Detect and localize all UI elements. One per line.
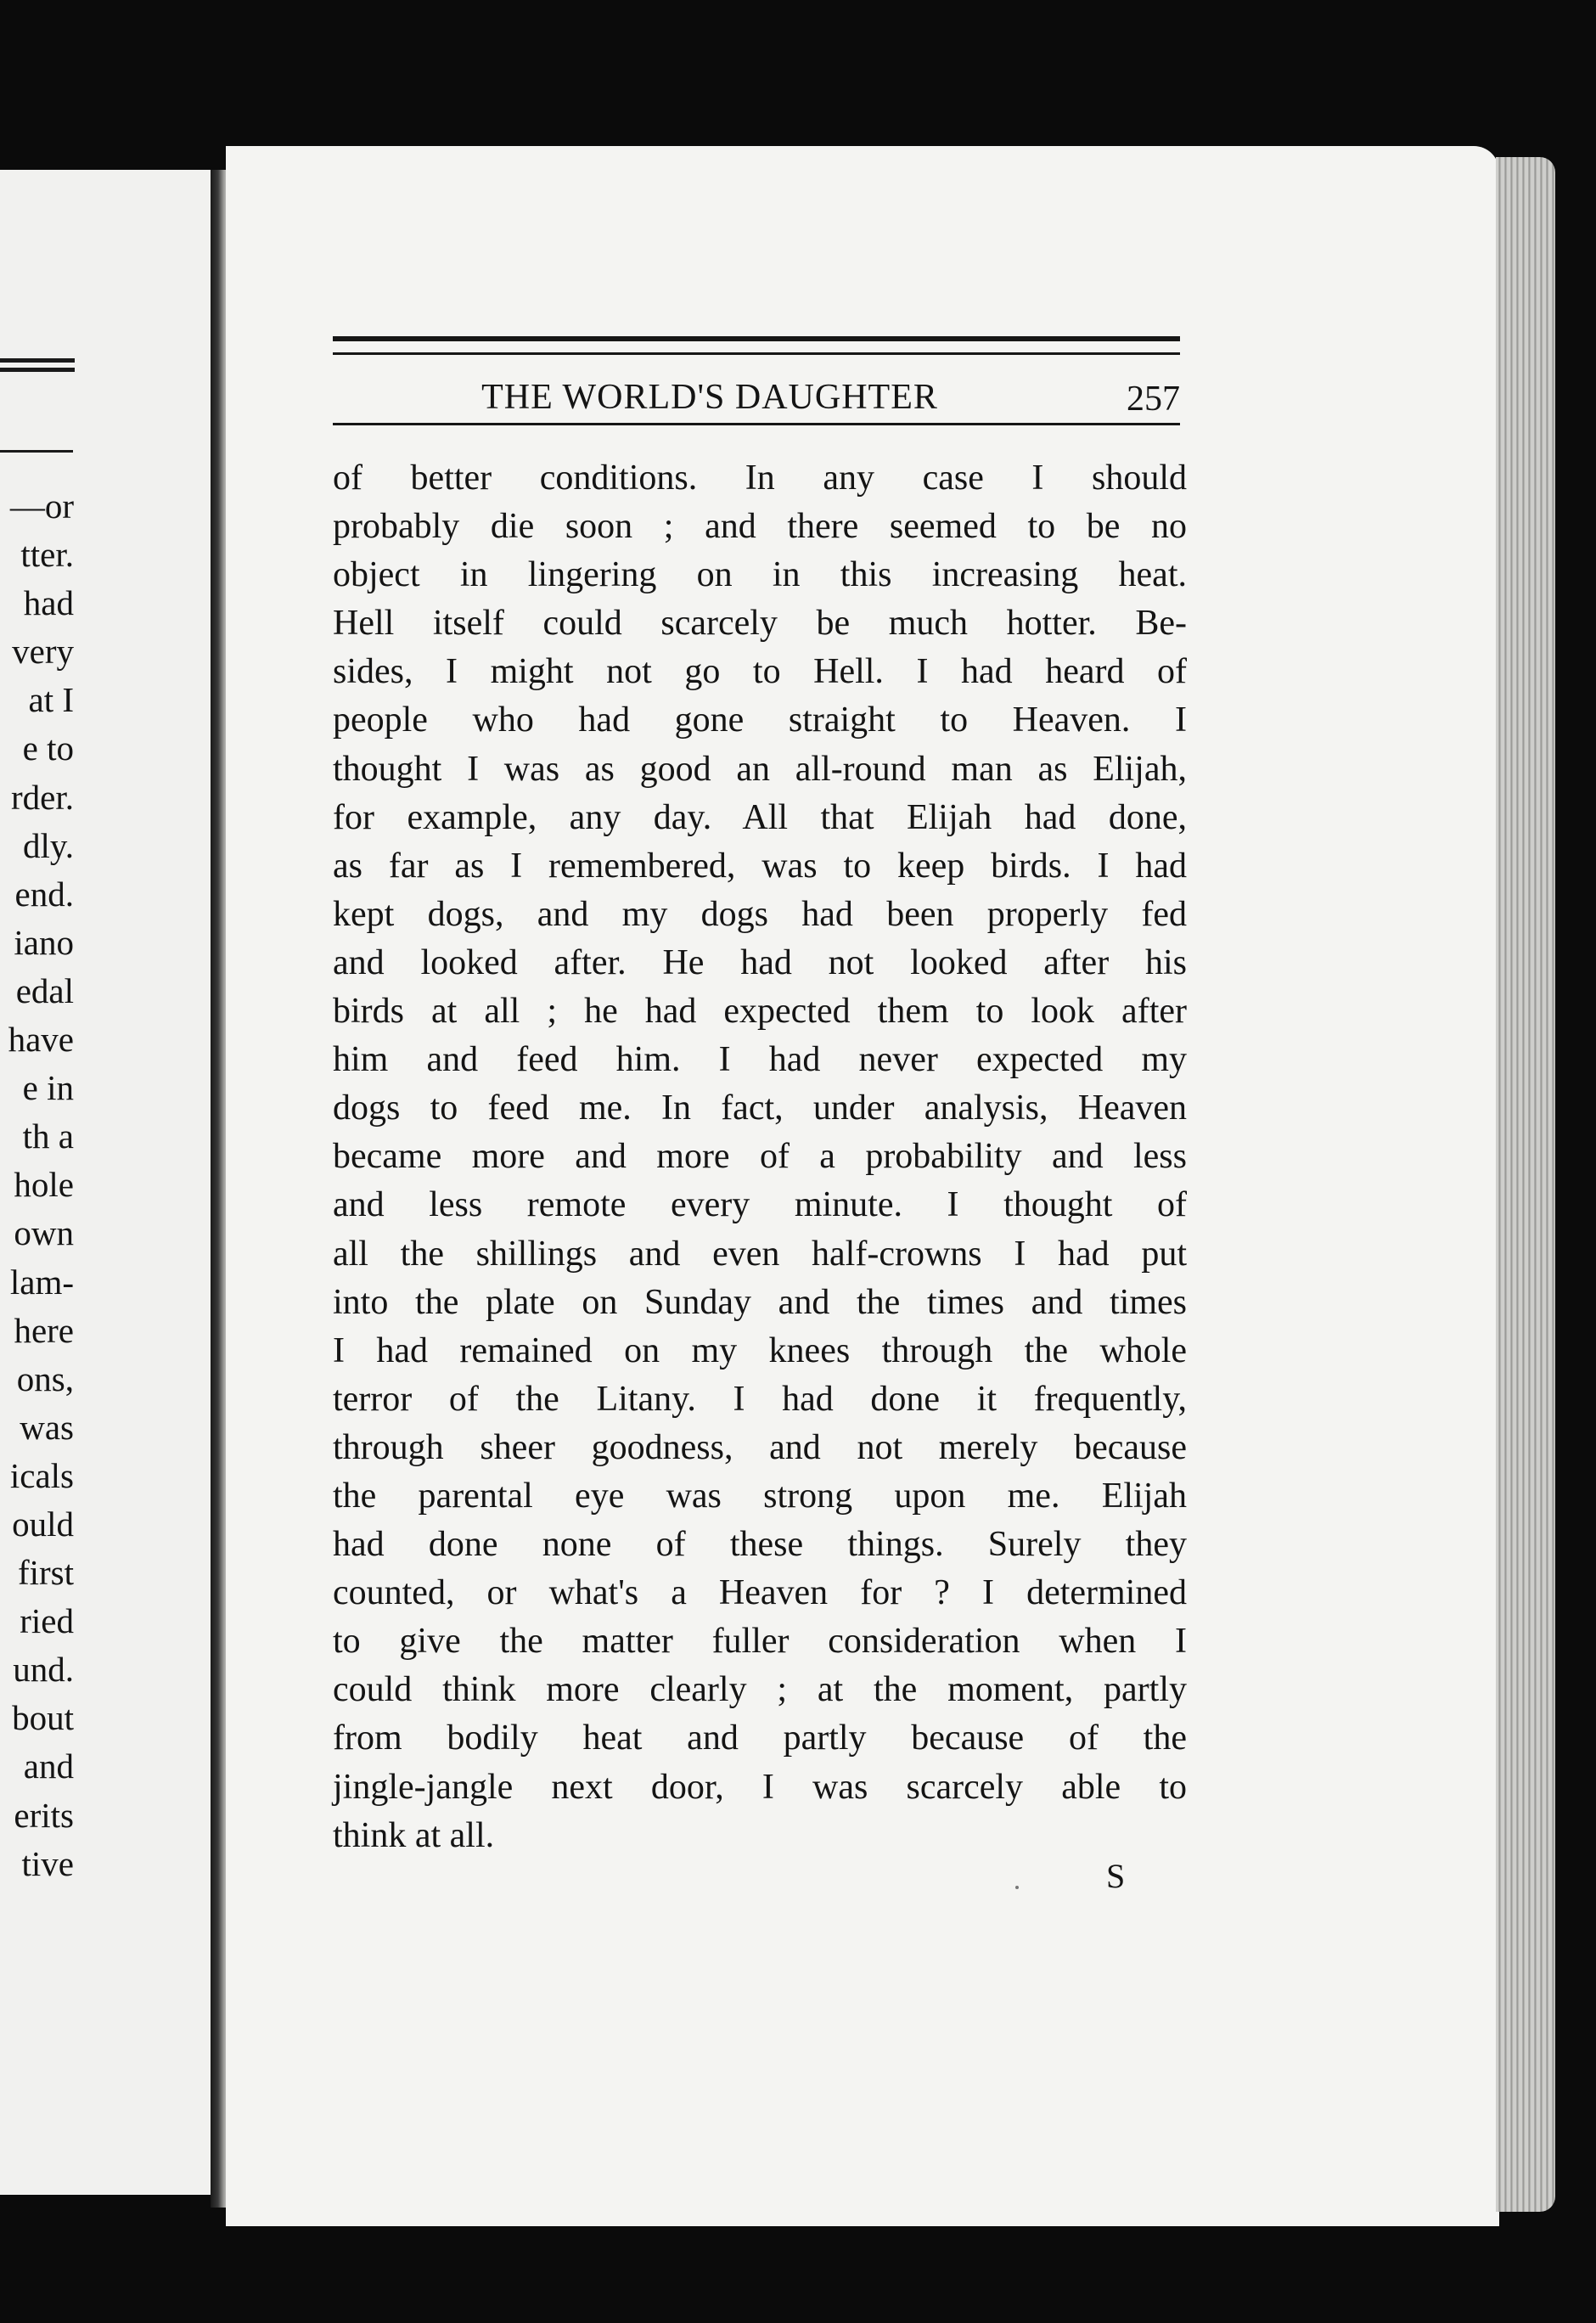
previous-page-line: was [20,1407,74,1447]
text-line: all the shillings and even half-crowns I had put [333,1234,1187,1274]
text-line: became more and more of a probability and less [333,1137,1187,1177]
text-line: of better conditions. In any case I should [333,458,1187,498]
text-line: him and feed him. I had never expected my [333,1040,1187,1080]
text-line: Hell itself could scarcely be much hotter. Be- [333,604,1187,644]
previous-page-line: dly. [23,825,74,865]
text-line: had done none of these things. Surely they [333,1525,1187,1565]
text-line: terror of the Litany. I had done it frequently, [333,1379,1187,1419]
previous-page-line: lam- [9,1262,74,1302]
text-line: kept dogs, and my dogs had been properly fed [333,894,1187,934]
previous-page-text [8,482,74,1888]
text-line: people who had gone straight to Heaven. I [333,700,1187,740]
text-line: dogs to feed me. In fact, under analysis, Heaven [333,1088,1187,1128]
header-row [333,355,1180,423]
previous-page-line: ould [12,1504,74,1544]
previous-page-line: have [8,1020,74,1060]
previous-page-line: icals [9,1455,74,1495]
text-line: to give the matter fuller consideration when I [333,1622,1187,1662]
previous-page-line: own [14,1213,74,1253]
previous-page-line: had [23,583,74,623]
text-line: from bodily heat and partly because of the [333,1718,1187,1758]
previous-page-line: edal [15,970,74,1010]
running-head [333,336,1180,425]
previous-page-line: bout [12,1698,74,1738]
text-line: object in lingering on in this increasing heat. [333,555,1187,595]
previous-page-line: hole [14,1165,74,1205]
previous-page-line: and [23,1746,74,1786]
text-line: the parental eye was strong upon me. Elijah [333,1476,1187,1516]
text-line: thought I was as good an all-round man as Elijah, [333,749,1187,789]
previous-page-line: ried [20,1601,74,1641]
header-rule [333,423,1180,425]
text-line: as far as I remembered, was to keep birds. I had [333,846,1187,886]
text-line: jingle-jangle next door, I was scarcely able to [333,1767,1187,1807]
text-line: birds at all ; he had expected them to look after [333,992,1187,1032]
previous-page-line: tter. [20,535,74,575]
text-line: could think more clearly ; at the moment, partly [333,1670,1187,1710]
previous-page-line: e to [22,728,74,768]
previous-page-line: at I [28,680,74,720]
previous-page-header-underline [0,450,73,453]
previous-page-line: end. [14,874,74,914]
text-line: think at all. [333,1815,495,1855]
previous-page-line: rder. [11,777,74,817]
signature-mark: S [1106,1857,1126,1895]
previous-page-line: very [12,632,74,672]
text-line: into the plate on Sunday and the times and times [333,1282,1187,1322]
text-line: and less remote every minute. I thought of [333,1185,1187,1225]
previous-page-line: —or [9,487,74,526]
text-line: counted, or what's a Heaven for ? I determined [333,1573,1187,1613]
previous-page-line: erits [14,1795,74,1835]
header-double-rule [333,336,1180,355]
previous-page-line: here [14,1310,74,1350]
previous-page-line: und. [13,1650,74,1690]
print-speck [1015,1886,1019,1889]
previous-page-header-rule [0,358,75,372]
previous-page-line: th a [22,1117,74,1156]
page-edges [1496,157,1555,2212]
text-line: for example, any day. All that Elijah had done, [333,797,1187,837]
previous-page [0,170,214,2195]
previous-page-line: ons, [16,1358,74,1398]
text-line: and looked after. He had not looked after his [333,942,1187,982]
text-line: sides, I might not go to Hell. I had heard of [333,652,1187,692]
text-line: through sheer goodness, and not merely because [333,1427,1187,1467]
page-number: 257 [1127,380,1180,419]
text-line: probably die soon ; and there seemed to be no [333,507,1187,547]
previous-page-line: iano [14,922,74,962]
text-line: I had remained on my knees through the whole [333,1330,1187,1370]
previous-page-line: tive [21,1843,74,1883]
previous-page-line: first [17,1553,74,1593]
running-title: THE WORLD'S DAUGHTER [481,378,938,417]
previous-page-line: e in [22,1068,74,1108]
body-text [333,454,1187,1860]
